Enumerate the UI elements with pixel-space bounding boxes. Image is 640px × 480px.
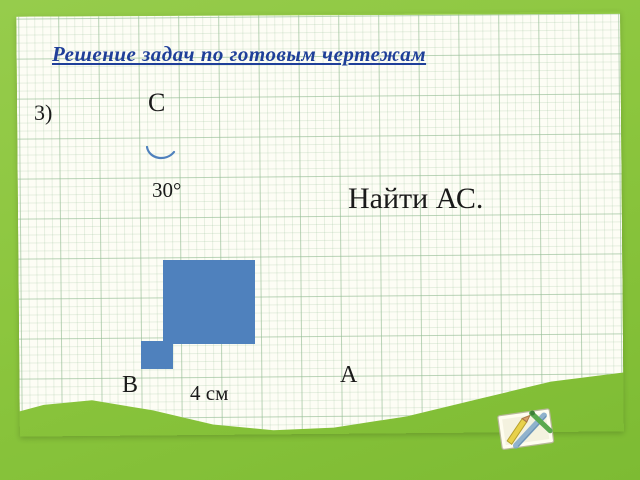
vertex-label-b: В xyxy=(122,372,139,398)
angle-label: 30° xyxy=(152,178,182,202)
pencil-ruler-icon xyxy=(494,404,560,458)
vertex-label-c: С xyxy=(148,88,166,117)
page-title: Решение задач по готовым чертежам xyxy=(52,42,427,66)
figure-block-large xyxy=(163,260,255,344)
task-number: 3) xyxy=(34,100,53,125)
side-length-label: 4 см xyxy=(190,381,229,405)
question-text: Найти АС. xyxy=(348,182,484,215)
figure-block-small xyxy=(141,341,173,369)
angle-arc-icon xyxy=(146,146,176,164)
vertex-label-a: А xyxy=(340,362,358,388)
graph-paper-sheet xyxy=(16,11,624,436)
